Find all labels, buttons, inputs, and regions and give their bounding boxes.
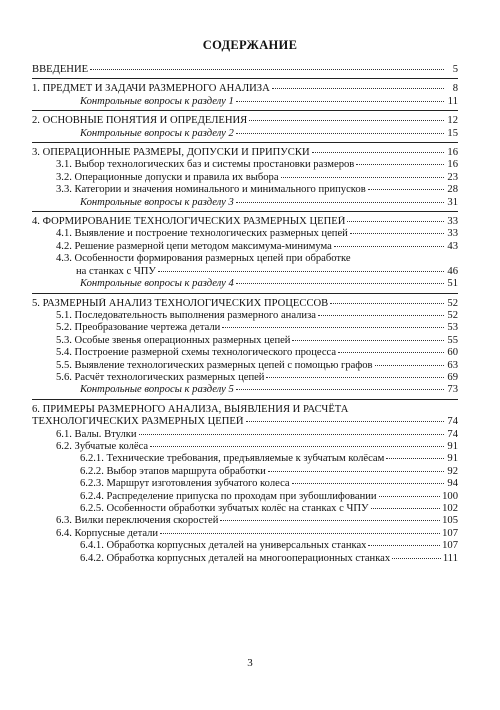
page-number: 105 bbox=[442, 515, 458, 527]
page-number: 60 bbox=[447, 347, 458, 359]
toc-entry-section-2[interactable]: 2. ОСНОВНЫЕ ПОНЯТИЯ И ОПРЕДЕЛЕНИЯ 12 bbox=[32, 115, 458, 127]
page-number: 74 bbox=[447, 416, 458, 428]
page-number: 15 bbox=[447, 127, 458, 139]
page-number: 31 bbox=[447, 196, 458, 208]
page-number: 91 bbox=[447, 453, 458, 465]
page-number: 11 bbox=[447, 95, 458, 107]
page-number: 52 bbox=[447, 297, 458, 309]
page-number: 51 bbox=[447, 278, 458, 290]
toc-entry-introduction[interactable]: ВВЕДЕНИЕ 5 bbox=[32, 64, 458, 79]
page-number: 73 bbox=[447, 384, 458, 396]
page-number: 111 bbox=[442, 552, 458, 564]
page-number: 46 bbox=[447, 265, 458, 277]
page-number: 100 bbox=[442, 490, 458, 502]
page-number: 63 bbox=[447, 359, 458, 371]
page-number: 102 bbox=[442, 503, 458, 514]
toc-entry-6-4-1[interactable]: 6.4.1. Обработка корпусных деталей на универсальных станках 107 bbox=[80, 540, 458, 552]
toc-entry-4-2[interactable]: 4.2. Решение размерной цепи методом максимума-минимума 43 bbox=[56, 240, 458, 252]
page-number: 55 bbox=[447, 334, 458, 346]
toc-entry-4-3-line-2[interactable]: на станках с ЧПУ 46 bbox=[76, 265, 458, 277]
toc-entry-6-2-3[interactable]: 6.2.3. Маршрут изготовления зубчатого колеса 94 bbox=[80, 478, 458, 490]
toc-entry-6-3[interactable]: 6.3. Вилки переключения скоростей 105 bbox=[56, 515, 458, 527]
toc-entry-6-2[interactable]: 6.2. Зубчатые колёса 91 bbox=[56, 440, 458, 452]
toc-entry-6-2-1[interactable]: 6.2.1. Технические требования, предъявляемые к зубчатым колёсам 91 bbox=[80, 453, 458, 465]
page-folio: 3 bbox=[247, 657, 253, 669]
toc-entry-section-1[interactable]: 1. ПРЕДМЕТ И ЗАДАЧИ РАЗМЕРНОГО АНАЛИЗА 8 bbox=[32, 83, 458, 95]
page-number: 33 bbox=[447, 216, 458, 228]
toc-entry-6-4-2[interactable]: 6.4.2. Обработка корпусных деталей на многооперационных станках 111 bbox=[80, 552, 458, 564]
page-number: 28 bbox=[447, 184, 458, 196]
toc-entry-4-1[interactable]: 4.1. Выявление и построение технологических размерных цепей 33 bbox=[56, 228, 458, 240]
page-number: 23 bbox=[447, 171, 458, 183]
page-number: 91 bbox=[447, 440, 458, 452]
page-number: 94 bbox=[447, 478, 458, 490]
page-number: 107 bbox=[442, 540, 458, 552]
toc-entry-5-2[interactable]: 5.2. Преобразование чертежа детали 53 bbox=[56, 322, 458, 334]
toc-entry-3-3[interactable]: 3.3. Категории и значения номинального и минимального припусков 28 bbox=[56, 184, 458, 196]
toc-entry-6-2-2[interactable]: 6.2.2. Выбор этапов маршрута обработки 92 bbox=[80, 465, 458, 477]
toc-entry-questions-2[interactable]: Контрольные вопросы к разделу 2 15 bbox=[32, 128, 458, 143]
toc-entry-section-3[interactable]: 3. ОПЕРАЦИОННЫЕ РАЗМЕРЫ, ДОПУСКИ И ПРИПУСКИ 16 bbox=[32, 147, 458, 159]
toc-entry-questions-5[interactable]: Контрольные вопросы к разделу 5 73 bbox=[32, 384, 458, 399]
toc-entry-6-1[interactable]: 6.1. Валы. Втулки 74 bbox=[56, 428, 458, 440]
page-number: 74 bbox=[447, 428, 458, 440]
toc-entry-4-3-line-1[interactable]: 4.3. Особенности формирования размерных цепей при обработке bbox=[56, 253, 351, 265]
page-number: 5 bbox=[452, 64, 458, 75]
toc-entry-section-5[interactable]: 5. РАЗМЕРНЫЙ АНАЛИЗ ТЕХНОЛОГИЧЕСКИХ ПРОЦЕССОВ 52 bbox=[32, 297, 458, 309]
toc-entry-6-4[interactable]: 6.4. Корпусные детали 107 bbox=[56, 527, 458, 539]
toc-entry-section-6-line-2[interactable]: ТЕХНОЛОГИЧЕСКИХ РАЗМЕРНЫХ ЦЕПЕЙ 74 bbox=[32, 416, 458, 428]
page-number: 43 bbox=[447, 240, 458, 252]
page-number: 33 bbox=[447, 228, 458, 240]
toc-title: СОДЕРЖАНИЕ bbox=[202, 38, 298, 52]
toc-entry-6-2-4[interactable]: 6.2.4. Распределение припуска по проходам при зубошлифовании 100 bbox=[80, 490, 458, 502]
page-number: 53 bbox=[447, 322, 458, 334]
page-number: 16 bbox=[447, 147, 458, 159]
page-number: 69 bbox=[447, 371, 458, 383]
toc-entry-3-1[interactable]: 3.1. Выбор технологических баз и системы простановки размеров 16 bbox=[56, 159, 458, 171]
page-number: 16 bbox=[447, 159, 458, 171]
toc-entry-6-2-5[interactable]: 6.2.5. Особенности обработки зубчатых колёс на станках с ЧПУ 102 bbox=[80, 503, 458, 514]
toc-entry-5-5[interactable]: 5.5. Выявление технологических размерных цепей с помощью графов 63 bbox=[56, 359, 458, 371]
toc-entry-5-4[interactable]: 5.4. Построение размерной схемы технологического процесса 60 bbox=[56, 347, 458, 359]
page-number: 8 bbox=[452, 83, 458, 95]
toc-entry-questions-3[interactable]: Контрольные вопросы к разделу 3 31 bbox=[32, 197, 458, 212]
page-number: 92 bbox=[447, 465, 458, 477]
table-of-contents bbox=[32, 64, 458, 565]
toc-entry-section-4[interactable]: 4. ФОРМИРОВАНИЕ ТЕХНОЛОГИЧЕСКИХ РАЗМЕРНЫХ ЦЕПЕЙ 33 bbox=[32, 216, 458, 228]
page-number: 107 bbox=[442, 527, 458, 539]
toc-entry-5-3[interactable]: 5.3. Особые звенья операционных размерных цепей 55 bbox=[56, 334, 458, 346]
toc-entry-questions-1[interactable]: Контрольные вопросы к разделу 1 11 bbox=[32, 96, 458, 111]
page-number: 12 bbox=[447, 115, 458, 127]
toc-entry-section-6-line-1[interactable]: 6. ПРИМЕРЫ РАЗМЕРНОГО АНАЛИЗА, ВЫЯВЛЕНИЯ И РАСЧЁТА bbox=[32, 403, 349, 415]
toc-entry-questions-4[interactable]: Контрольные вопросы к разделу 4 51 bbox=[32, 278, 458, 293]
toc-entry-5-6[interactable]: 5.6. Расчёт технологических размерных цепей 69 bbox=[56, 371, 458, 383]
page-number: 52 bbox=[447, 309, 458, 321]
toc-entry-5-1[interactable]: 5.1. Последовательность выполнения размерного анализа 52 bbox=[56, 309, 458, 321]
toc-entry-3-2[interactable]: 3.2. Операционные допуски и правила их выбора 23 bbox=[56, 171, 458, 183]
